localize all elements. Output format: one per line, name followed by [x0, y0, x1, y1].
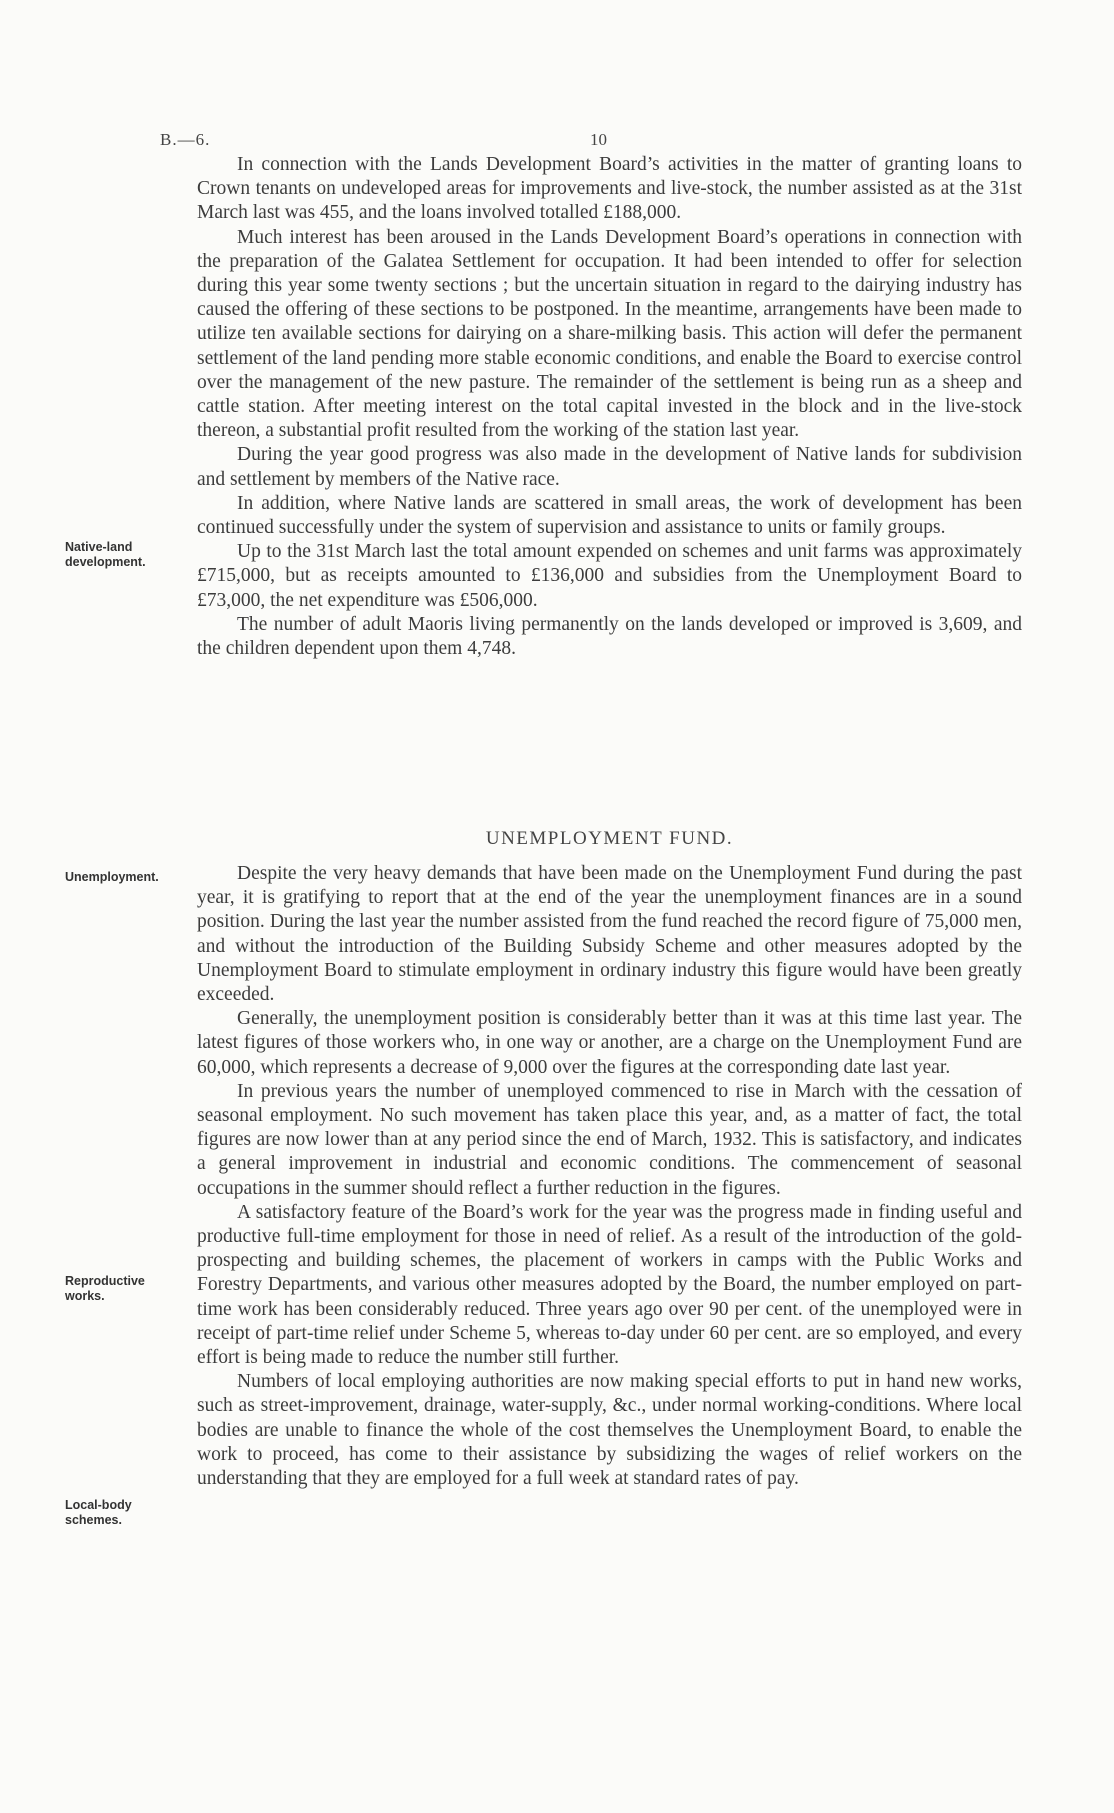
- margin-note-local-body: Local-body schemes.: [65, 1498, 132, 1527]
- section-heading-unemployment-fund: UNEMPLOYMENT FUND.: [485, 828, 734, 849]
- section-lands-development: [197, 153, 1022, 661]
- paragraph-native-scattered: In addition, where Native lands are scattered in small areas, the work of development has been continued successfully under the system of supervision and assistance to units or family groups.: [197, 492, 1022, 539]
- paragraph-maoris: The number of adult Maoris living permanently on the lands developed or improved is 3,609, and the children dependent upon them 4,748.: [197, 613, 1022, 660]
- paragraph-galatea: Much interest has been aroused in the Lands Development Board’s operations in connection with the preparation of the Galatea Settlement for occupation. It had been intended to offer for selection during this year some twenty sections ; but the uncertain situation in regard to the dairying industry has caused the offering of these sections to be postponed. In the meantime, arrangements have been made to utilize ten available sections for dairying on a share-milking basis. This action will defer the permanent settlement of the land pending more stable economic conditions, and enable the Board to exercise control over the management of the new pasture. The remainder of the settlement is being run as a sheep and cattle station. After meeting interest on the total capital invested in the block and in the live-stock thereon, a substantial profit resulted from the working of the station last year.: [197, 226, 1022, 442]
- page-number: 10: [590, 130, 607, 149]
- paragraph-loans: In connection with the Lands Development Board’s activities in the matter of granting loans to Crown tenants on undeveloped areas for improvements and live-stock, the number assisted as at the 31st March last was 455, and the loans involved totalled £188,000.: [197, 154, 1022, 224]
- paragraph-seasonal: In previous years the number of unemployed commenced to rise in March with the cessation of seasonal employment. No such movement has taken place this year, and, as a matter of fact, the total figures are now lower than at any period since the end of March, 1932. This is satisfactory, and indicates a general improvement in industrial and economic conditions. The commencement of seasonal occupations in the summer should reflect a further reduction in the figures.: [197, 1080, 1022, 1199]
- section-unemployment: [197, 862, 1022, 1491]
- margin-note-unemployment: Unemployment.: [65, 870, 159, 884]
- paragraph-expenditure: Up to the 31st March last the total amount expended on schemes and unit farms was approximately £715,000, but as receipts amounted to £136,000 and subsidies from the Unemployment Board to £73,000, the net expenditure was £506,000.: [197, 541, 1022, 611]
- margin-note-native-land: Native-land development.: [65, 540, 146, 569]
- paragraph-reproductive-works: A satisfactory feature of the Board’s work for the year was the progress made in finding useful and productive full-time employment for those in need of relief. As a result of the introduction of the gold-prospecting and building schemes, the placement of workers in camps with the Public Works and Forestry Departments, and various other measures adopted by the Board, the number employed on part-time work has been considerably reduced. Three years ago over 90 per cent. of the unemployed were in receipt of part-time relief under Scheme 5, whereas to-day under 60 per cent. are so employed, and every effort is being made to reduce the number still further.: [197, 1201, 1022, 1369]
- margin-note-reproductive: Reproductive works.: [65, 1274, 145, 1303]
- paragraph-native-progress: During the year good progress was also made in the development of Native lands for subdivision and settlement by members of the Native race.: [197, 444, 1022, 490]
- paragraph-unemployment-position: Generally, the unemployment position is considerably better than it was at this time last year. The latest figures of those workers who, in one way or another, are a charge on the Unemployment Fund are 60,000, which represents a decrease of 9,000 over the figures at the corresponding date last year.: [197, 1008, 1022, 1078]
- paragraph-local-body: Numbers of local employing authorities are now making special efforts to put in hand new works, such as street-improvement, drainage, water-supply, &c., under normal working-conditions. Where local bodies are unable to finance the whole of the cost themselves the Unemployment Board, to enable the work to proceed, has come to their assistance by subsidizing the wages of relief workers on the understanding that they are employed for a full week at standard rates of pay.: [197, 1371, 1022, 1490]
- paragraph-unemployment-finances: Despite the very heavy demands that have been made on the Unemployment Fund during the past year, it is gratifying to report that at the end of the year the unemployment finances are in a sound position. During the last year the number assisted from the fund reached the record figure of 75,000 men, and without the introduction of the Building Subsidy Scheme and other measures adopted by the Unemployment Board to stimulate employment in ordinary industry this figure would have been greatly exceeded.: [197, 863, 1022, 1006]
- document-reference: B.—6.: [160, 130, 211, 149]
